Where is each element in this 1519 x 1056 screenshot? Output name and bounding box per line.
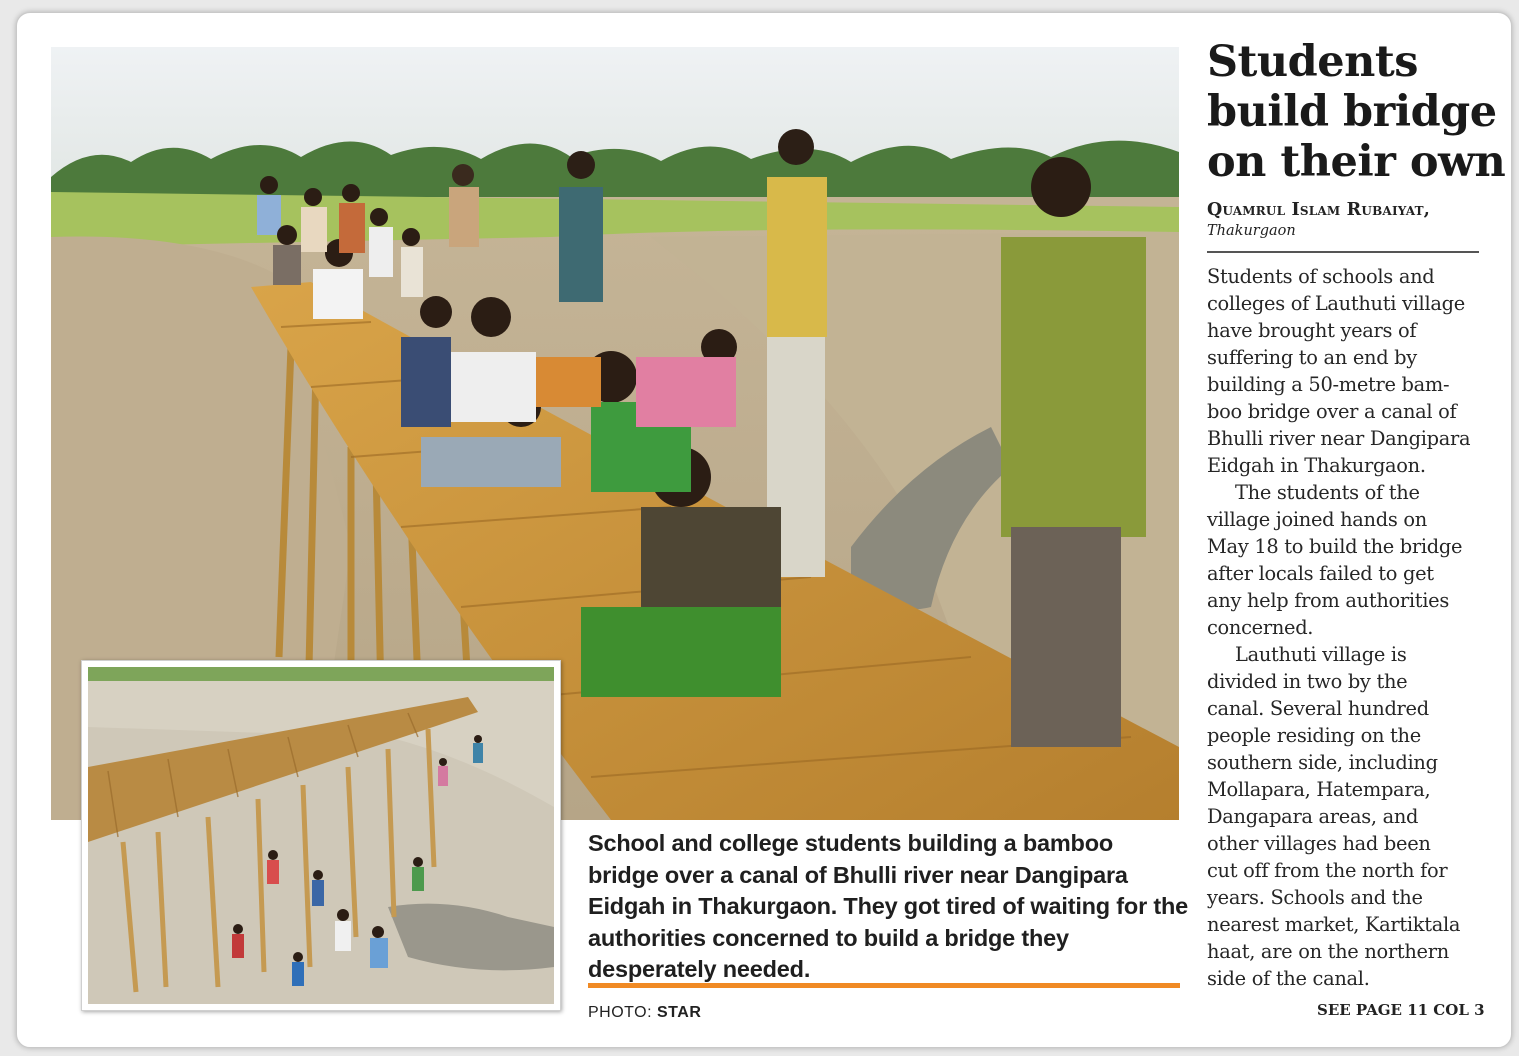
byline: Quamrul Islam Rubaiyat,: [1207, 200, 1431, 220]
continuation-note: SEE PAGE 11 COL 3: [1317, 1001, 1485, 1019]
article-body-line: Students of schools and: [1207, 265, 1435, 288]
inset-photo: [81, 660, 561, 1011]
article-body-line: after locals failed to get: [1207, 562, 1434, 585]
article-body-line: colleges of Lauthuti village: [1207, 292, 1465, 315]
article-body-line: May 18 to build the bridge: [1207, 535, 1463, 558]
inset-photo-image: [88, 667, 554, 1004]
article-body-line: divided in two by the: [1207, 670, 1408, 693]
article-body-line: Mollapara, Hatempara,: [1207, 778, 1431, 801]
article-body-line: The students of the: [1235, 481, 1420, 504]
article-body-line: boo bridge over a canal of: [1207, 400, 1457, 423]
article-body-line: canal. Several hundred: [1207, 697, 1429, 720]
article-body-line: southern side, including: [1207, 751, 1438, 774]
article-body-line: Eidgah in Thakurgaon.: [1207, 454, 1426, 477]
byline-divider: [1207, 251, 1479, 253]
article-body-line: other villages had been: [1207, 832, 1431, 855]
article-body-line: Dangapara areas, and: [1207, 805, 1419, 828]
dateline: Thakurgaon: [1207, 223, 1296, 239]
caption-divider: [588, 983, 1180, 988]
article-body-line: concerned.: [1207, 616, 1314, 639]
article-body-line: any help from authorities: [1207, 589, 1449, 612]
article-body-line: years. Schools and the: [1207, 886, 1423, 909]
article-body-line: building a 50-metre bam-: [1207, 373, 1450, 396]
newspaper-clipping: [16, 12, 1512, 1048]
article-body-line: side of the canal.: [1207, 967, 1370, 990]
photo-caption: School and college students building a bamboo bridge over a canal of Bhulli river near Dangipara Eidgah in Thakurgaon. They got tired of waiting for the authorities concerned to build a bridge they desperately needed.: [588, 830, 1189, 982]
photo-credit: [588, 1004, 701, 1022]
article-body-line: village joined hands on: [1207, 508, 1427, 531]
article-body-line: haat, are on the northern: [1207, 940, 1449, 963]
article-body-line: nearest market, Kartiktala: [1207, 913, 1461, 936]
article-body-line: cut off from the north for: [1207, 859, 1448, 882]
article-body-line: have brought years of: [1207, 319, 1417, 342]
headline: Students build bridge on their own: [1207, 37, 1506, 187]
article-body-line: suffering to an end by: [1207, 346, 1417, 369]
article-body: [1207, 263, 1497, 992]
article-body-line: people residing on the: [1207, 724, 1421, 747]
article-body-line: Lauthuti village is: [1235, 643, 1407, 666]
photo-credit-label: PHOTO:: [588, 1004, 653, 1021]
article-body-line: Bhulli river near Dangipara: [1207, 427, 1471, 450]
photo-credit-source: STAR: [657, 1004, 702, 1021]
